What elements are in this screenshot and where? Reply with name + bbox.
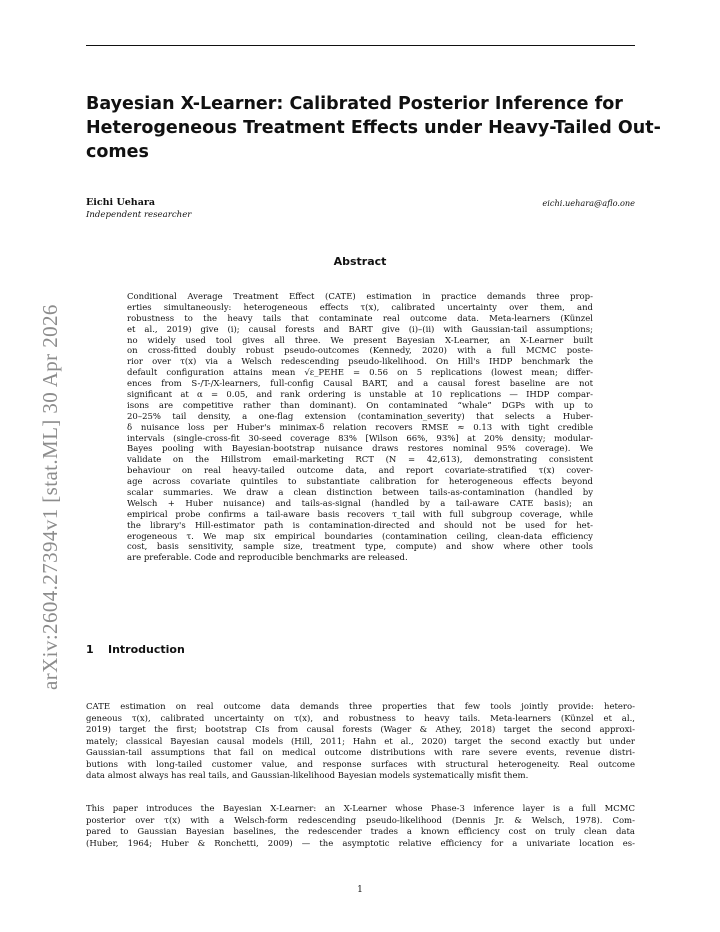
intro-line: butions with long-tailed customer value, and response surfaces with structural heterogeneity. Real outcome xyxy=(86,759,635,770)
abstract-line: intervals (single-cross-fit 30-seed coverage 83% [Wilson 66%, 93%] at 20% density; modular- xyxy=(127,433,593,444)
abstract-line: Bayes pooling with Bayesian-bootstrap nuisance draws restores nominal 95% coverage). We xyxy=(127,444,593,455)
title-line: Heterogeneous Treatment Effects under Heavy-Tailed Out- xyxy=(86,118,661,138)
title-line: comes xyxy=(86,142,149,162)
abstract-line: robustness to the heavy tails that contaminate real outcome data. Meta-learners (Künzel xyxy=(127,313,593,324)
abstract-line: no widely used tool gives all three. We present Bayesian X-Learner, an X-Learner built xyxy=(127,335,593,346)
page-number: 1 xyxy=(357,885,363,895)
abstract-line: cost, basis sensitivity, sample size, treatment type, compute) and show where other tools xyxy=(127,542,593,553)
intro-paragraph-2 xyxy=(86,804,635,850)
title-line: Bayesian X-Learner: Calibrated Posterior Inference for xyxy=(86,94,623,114)
top-rule xyxy=(86,45,635,46)
section-title: Introduction xyxy=(108,643,185,656)
abstract-line: isons are competitive rather than dominant). On contaminated “whale” DGPs with up to xyxy=(127,400,593,411)
abstract-line: 20–25% tail density, a one-flag extension (contamination_severity) that selects a Huber- xyxy=(127,411,593,422)
intro-line: (Huber, 1964; Huber & Ronchetti, 2009) — the asymptotic relative efficiency for a univariate location es- xyxy=(86,838,635,849)
intro-paragraph-1 xyxy=(86,702,635,783)
author-affiliation: Independent researcher xyxy=(86,210,192,220)
abstract-heading: Abstract xyxy=(333,255,387,268)
intro-line: geneous τ(x), calibrated uncertainty on τ(x), and robustness to heavy tails. Meta-learners (Künzel et al., xyxy=(86,713,635,724)
abstract-line: behaviour on real heavy-tailed outcome data, and report covariate-stratified τ(x) cover- xyxy=(127,466,593,477)
abstract-line: erogeneous τ. We map six empirical boundaries (contamination ceiling, clean-data efficiency xyxy=(127,531,593,542)
abstract-line: δ nuisance loss per Huber's minimax-δ relation recovers RMSE ≈ 0.13 with tight credible xyxy=(127,422,593,433)
author-name: Eichi Uehara xyxy=(86,197,156,208)
intro-line: pared to Gaussian Bayesian baselines, the redescender trades a known efficiency cost on truly clean data xyxy=(86,827,635,837)
abstract-line: default configuration attains mean √ε_PEHE = 0.56 on 5 replications (lowest mean; differ- xyxy=(127,368,593,379)
intro-line: CATE estimation on real outcome data demands three properties that few tools jointly provide: hetero- xyxy=(86,702,635,712)
abstract-line: age across covariate quintiles to substantiate calibration for heterogeneous effects beyond xyxy=(127,477,593,488)
intro-line: data almost always has real tails, and Gaussian-likelihood Bayesian models systematically misfit them. xyxy=(86,771,529,781)
abstract-line: Welsch + Huber nuisance) and tails-as-signal (handled by a tail-aware CATE basis); an xyxy=(127,498,593,509)
intro-line: mately; classical Bayesian causal models (Hill, 2011; Hahn et al., 2020) target the second exactly but under xyxy=(86,736,635,747)
abstract-line: validate on the Hillstrom email-marketing RCT (N = 42,613), demonstrating consistent xyxy=(127,455,593,466)
abstract-line: significant at α = 0.05, and rank ordering is unstable at 10 replications — IHDP compar- xyxy=(127,390,593,401)
arxiv-stamp: arXiv:2604.27394v1 [stat.ML] 30 Apr 2026 xyxy=(38,304,62,690)
section-heading xyxy=(86,643,185,656)
abstract-line: on cross-fitted doubly robust pseudo-outcomes (Kennedy, 2020) with a full MCMC poste- xyxy=(127,346,593,357)
abstract-line: rior over τ(x) via a Welsch redescending pseudo-likelihood. On Hill's IHDP benchmark the xyxy=(127,357,593,368)
abstract-line: empirical probe confirms a tail-aware basis recovers τ_tail with full subgroup coverage, while xyxy=(127,509,593,520)
abstract-line: scalar summaries. We draw a clean distinction between tails-as-contamination (handled by xyxy=(127,488,593,499)
abstract-line: ences from S-/T-/X-learners, full-config Causal BART, and a causal forest baseline are not xyxy=(127,379,593,390)
intro-line: Gaussian-tail assumptions that fail on medical outcome distributions with rare severe events, revenue distri- xyxy=(86,748,635,758)
abstract-line: et al., 2019) give (i); causal forests and BART give (i)–(ii) with Gaussian-tail assumptions; xyxy=(127,324,593,335)
abstract-line: erties simultaneously: heterogeneous effects τ(x), calibrated uncertainty over them, and xyxy=(127,302,593,313)
author-email[interactable]: eichi.uehara@aflo.one xyxy=(542,198,635,208)
paper-title xyxy=(86,92,661,164)
section-number: 1 xyxy=(86,643,94,656)
abstract-line: are preferable. Code and reproducible benchmarks are released. xyxy=(127,553,408,564)
abstract-line: Conditional Average Treatment Effect (CATE) estimation in practice demands three prop- xyxy=(127,292,593,302)
abstract-body xyxy=(127,292,593,564)
intro-line: This paper introduces the Bayesian X-Learner: an X-Learner whose Phase-3 inference layer is a full MCMC xyxy=(86,804,635,814)
intro-line: posterior over τ(x) with a Welsch-form redescending pseudo-likelihood (Dennis Jr. & Welsch, 1978). Com- xyxy=(86,815,635,826)
abstract-line: the library's Hill-estimator path is contamination-directed and should not be used for het- xyxy=(127,520,593,531)
intro-line: 2019) target the first; bootstrap CIs from causal forests (Wager & Athey, 2018) target the second approxi- xyxy=(86,725,635,735)
